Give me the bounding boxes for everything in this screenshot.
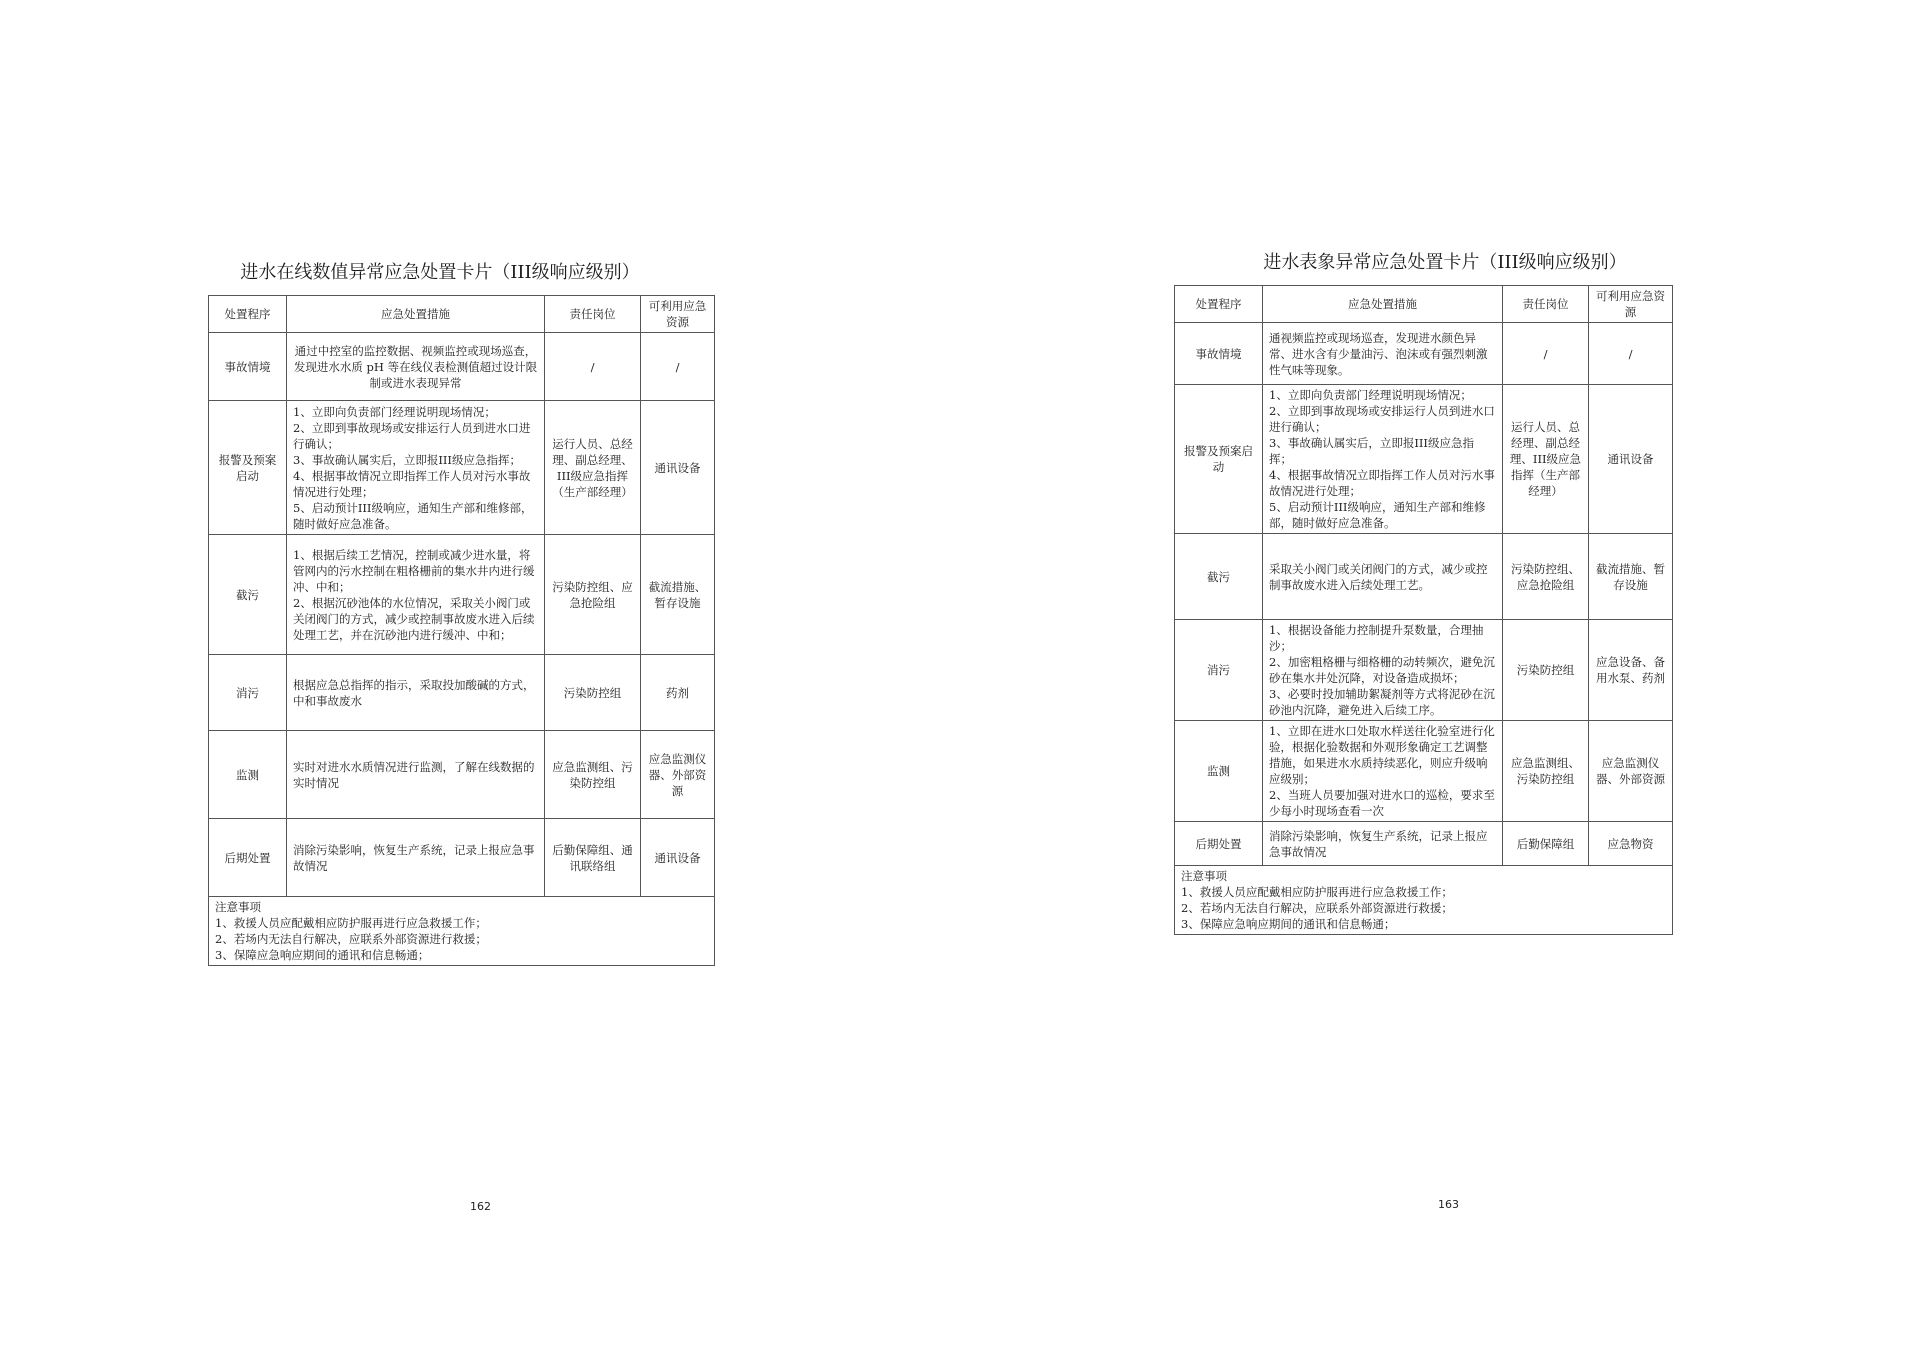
- note-item: 3、保障应急响应期间的通讯和信息畅通；: [1181, 917, 1396, 931]
- row-responsible: 污染防控组: [545, 655, 641, 731]
- left-page-title: 进水在线数值异常应急处置卡片（III级响应级别）: [240, 262, 640, 283]
- table-row: [1175, 721, 1673, 822]
- table-row: [1175, 534, 1673, 620]
- table-row: [209, 401, 715, 535]
- row-measures: 消除污染影响，恢复生产系统，记录上报应急事故情况: [287, 819, 545, 897]
- row-procedure: 截污: [1175, 534, 1263, 620]
- row-resources: 药剂: [641, 655, 715, 731]
- row-resources: /: [641, 333, 715, 401]
- row-procedure: 后期处置: [1175, 822, 1263, 866]
- row-resources: 通讯设备: [641, 401, 715, 535]
- row-procedure: 报警及预案启动: [1175, 385, 1263, 534]
- table-header-row: [1175, 286, 1673, 323]
- row-procedure: 消污: [209, 655, 287, 731]
- table-row: [209, 535, 715, 655]
- row-measures: 通视频监控或现场巡查，发现进水颜色异常、进水含有少量油污、泡沫或有强烈刺激性气味等现象。: [1263, 323, 1503, 385]
- left-page-number: 162: [470, 1200, 491, 1213]
- header-responsible: 责任岗位: [545, 296, 641, 333]
- header-responsible: 责任岗位: [1503, 286, 1589, 323]
- right-card-table: [1174, 285, 1673, 935]
- notes-cell: [1175, 866, 1673, 935]
- row-resources: 通讯设备: [1589, 385, 1673, 534]
- table-row: [1175, 385, 1673, 534]
- row-responsible: /: [1503, 323, 1589, 385]
- row-procedure: 监测: [1175, 721, 1263, 822]
- notes-row: [1175, 866, 1673, 935]
- row-procedure: 事故情境: [209, 333, 287, 401]
- row-procedure: 消污: [1175, 620, 1263, 721]
- row-responsible: /: [545, 333, 641, 401]
- notes-row: [209, 897, 715, 966]
- header-procedure: 处置程序: [1175, 286, 1263, 323]
- table-row: [209, 333, 715, 401]
- table-row: [1175, 323, 1673, 385]
- row-resources: 应急监测仪器、外部资源: [1589, 721, 1673, 822]
- note-item: 2、若场内无法自行解决，应联系外部资源进行救援；: [1181, 901, 1453, 915]
- row-measures: 通过中控室的监控数据、视频监控或现场巡查，发现进水水质 pH 等在线仪表检测值超过设计限制或进水表现异常: [287, 333, 545, 401]
- row-responsible: 污染防控组: [1503, 620, 1589, 721]
- note-item: 3、保障应急响应期间的通讯和信息畅通；: [215, 948, 430, 962]
- notes-cell: [209, 897, 715, 966]
- right-page-number: 163: [1438, 1198, 1459, 1211]
- row-responsible: 污染防控组、应急抢险组: [1503, 534, 1589, 620]
- row-responsible: 后勤保障组、通讯联络组: [545, 819, 641, 897]
- header-resources: 可利用应急资源: [1589, 286, 1673, 323]
- row-measures: 实时对进水水质情况进行监测，了解在线数据的实时情况: [287, 731, 545, 819]
- row-responsible: 应急监测组、污染防控组: [545, 731, 641, 819]
- row-measures: 根据应急总指挥的指示，采取投加酸碱的方式，中和事故废水: [287, 655, 545, 731]
- row-resources: 截流措施、暂存设施: [641, 535, 715, 655]
- row-measures: 1、立即在进水口处取水样送往化验室进行化验，根据化验数据和外观形象确定工艺调整措施，如果进水水质持续恶化，则应升级响应级别； 2、当班人员要加强对进水口的巡检，要求至少每小时现场查看一次: [1263, 721, 1503, 822]
- row-procedure: 事故情境: [1175, 323, 1263, 385]
- row-resources: 应急物资: [1589, 822, 1673, 866]
- table-row: [1175, 620, 1673, 721]
- row-measures: 1、根据后续工艺情况，控制或减少进水量，将管网内的污水控制在粗格栅前的集水井内进行缓冲、中和； 2、根据沉砂池体的水位情况，采取关小阀门或关闭阀门的方式，减少或控制事故废水进入后续处理工艺，并在沉砂池内进行缓冲、中和；: [287, 535, 545, 655]
- row-resources: 通讯设备: [641, 819, 715, 897]
- table-row: [209, 819, 715, 897]
- header-resources: 可利用应急资源: [641, 296, 715, 333]
- row-responsible: 后勤保障组: [1503, 822, 1589, 866]
- row-procedure: 截污: [209, 535, 287, 655]
- row-responsible: 运行人员、总经理、副总经理、III级应急指挥（生产部经理）: [545, 401, 641, 535]
- row-resources: 应急设备、备用水泵、药剂: [1589, 620, 1673, 721]
- table-row: [1175, 822, 1673, 866]
- notes-title: 注意事项: [1181, 869, 1227, 883]
- header-measures: 应急处置措施: [287, 296, 545, 333]
- row-resources: 应急监测仪器、外部资源: [641, 731, 715, 819]
- row-measures: 1、根据设备能力控制提升泵数量，合理抽沙； 2、加密粗格栅与细格栅的动转频次，避免沉砂在集水井处沉降，对设备造成损坏； 3、必要时投加辅助絮凝剂等方式将泥砂在沉砂池内沉降，避免进入后续工序。: [1263, 620, 1503, 721]
- row-resources: 截流措施、暂存设施: [1589, 534, 1673, 620]
- note-item: 1、救援人员应配戴相应防护服再进行应急救援工作；: [1181, 885, 1453, 899]
- row-responsible: 污染防控组、应急抢险组: [545, 535, 641, 655]
- row-responsible: 运行人员、总经理、副总经理、III级应急指挥（生产部经理）: [1503, 385, 1589, 534]
- row-measures: 采取关小阀门或关闭阀门的方式，减少或控制事故废水进入后续处理工艺。: [1263, 534, 1503, 620]
- row-measures: 1、立即向负责部门经理说明现场情况； 2、立即到事故现场或安排运行人员到进水口进行确认； 3、事故确认属实后，立即报III级应急指挥； 4、根据事故情况立即指挥工作人员对污水事故情况进行处理； 5、启动预计III级响应，通知生产部和维修部，随时做好应急准备。: [287, 401, 545, 535]
- header-measures: 应急处置措施: [1263, 286, 1503, 323]
- row-responsible: 应急监测组、污染防控组: [1503, 721, 1589, 822]
- row-procedure: 后期处置: [209, 819, 287, 897]
- table-header-row: [209, 296, 715, 333]
- table-row: [209, 655, 715, 731]
- note-item: 2、若场内无法自行解决，应联系外部资源进行救援；: [215, 932, 487, 946]
- right-page-title: 进水表象异常应急处置卡片（III级响应级别）: [1263, 252, 1627, 273]
- table-row: [209, 731, 715, 819]
- header-procedure: 处置程序: [209, 296, 287, 333]
- row-resources: /: [1589, 323, 1673, 385]
- left-card-table: [208, 295, 715, 966]
- row-measures: 消除污染影响，恢复生产系统，记录上报应急事故情况: [1263, 822, 1503, 866]
- notes-title: 注意事项: [215, 900, 261, 914]
- row-procedure: 监测: [209, 731, 287, 819]
- row-measures: 1、立即向负责部门经理说明现场情况； 2、立即到事故现场或安排运行人员到进水口进行确认； 3、事故确认属实后，立即报III级应急指挥； 4、根据事故情况立即指挥工作人员对污水事故情况进行处理； 5、启动预计III级响应，通知生产部和维修部，随时做好应急准备。: [1263, 385, 1503, 534]
- note-item: 1、救援人员应配戴相应防护服再进行应急救援工作；: [215, 916, 487, 930]
- row-procedure: 报警及预案启动: [209, 401, 287, 535]
